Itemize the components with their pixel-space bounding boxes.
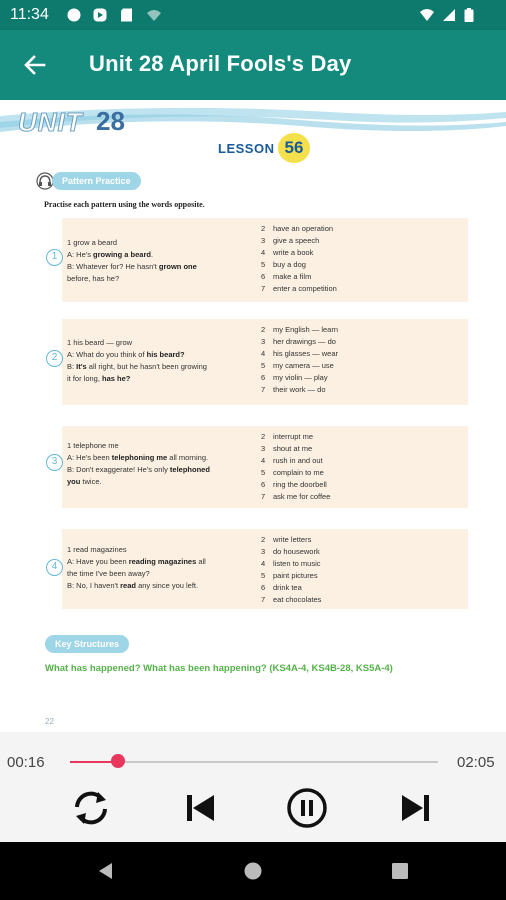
word-item: 7 enter a competition xyxy=(261,284,337,294)
exercise-word-list xyxy=(261,223,337,296)
seek-thumb[interactable] xyxy=(111,754,125,768)
word-item: 2 write letters xyxy=(261,535,312,544)
dialogue-line: you twice. xyxy=(67,477,102,486)
page-number: 22 xyxy=(45,717,54,726)
elapsed-time: 00:16 xyxy=(7,754,45,771)
word-item: 3 shout at me xyxy=(261,444,313,454)
word-item: 6 make a film xyxy=(261,272,312,282)
key-structures-text: What has happened? What has been happening? (KS4A-4, KS4B-28, KS5A-4) xyxy=(45,663,393,674)
pause-icon[interactable] xyxy=(285,786,329,830)
dialogue-line: 1 grow a beard xyxy=(67,238,118,247)
seek-bar[interactable] xyxy=(70,761,438,763)
word-item: 2 my English — learn xyxy=(261,325,339,334)
app-bar xyxy=(0,30,506,100)
duration-time: 02:05 xyxy=(457,754,495,771)
battery-icon xyxy=(464,8,474,22)
word-item: 7 eat chocolates xyxy=(261,595,322,605)
word-item: 4 his glasses — wear xyxy=(261,349,339,359)
dialogue-line: 1 his beard — grow xyxy=(67,338,133,347)
word-item: 3 do housework xyxy=(261,547,320,557)
nav-recents-icon[interactable] xyxy=(390,861,410,881)
instruction-text: Practise each pattern using the words opposite. xyxy=(44,200,205,209)
exercise-dialogue xyxy=(67,544,206,592)
repeat-icon[interactable] xyxy=(69,786,113,830)
nav-back-icon[interactable] xyxy=(96,861,116,881)
exercise-number: 2 xyxy=(46,350,63,367)
dialogue-line: before, has he? xyxy=(67,274,120,283)
signal-icon xyxy=(442,8,456,22)
word-item: 2 interrupt me xyxy=(261,432,314,441)
dialogue-line: 1 read magazines xyxy=(67,545,127,554)
word-item: 4 rush in and out xyxy=(261,456,323,466)
word-item: 4 listen to music xyxy=(261,559,321,569)
record-icon xyxy=(67,8,81,22)
dialogue-line: A: Have you been reading magazines all xyxy=(67,557,206,566)
page-title: Unit 28 April Fools's Day xyxy=(89,51,352,76)
word-item: 5 complain to me xyxy=(261,468,324,478)
play-store-icon xyxy=(93,8,107,22)
unit-number: 28 xyxy=(96,106,125,136)
dialogue-line: 1 telephone me xyxy=(67,441,119,450)
dialogue-line: A: What do you think of his beard? xyxy=(67,350,185,359)
exercise-dialogue xyxy=(67,237,197,285)
status-bar xyxy=(0,0,506,30)
wifi-off-icon xyxy=(147,8,161,22)
dialogue-line: B: Whatever for? He hasn't grown one xyxy=(67,262,197,271)
exercise-number: 1 xyxy=(46,249,63,266)
lesson-number-badge: 56 xyxy=(278,133,310,163)
next-icon[interactable] xyxy=(394,786,438,830)
word-item: 3 give a speech xyxy=(261,236,320,246)
wifi-icon xyxy=(420,8,434,22)
dialogue-line: A: He's been telephoning me all morning. xyxy=(67,453,209,462)
navigation-bar xyxy=(0,842,506,900)
dialogue-line: A: He's growing a beard. xyxy=(67,250,154,259)
unit-word: UNIT xyxy=(18,107,83,137)
back-arrow-icon[interactable] xyxy=(20,50,50,80)
word-item: 5 buy a dog xyxy=(261,260,306,270)
exercise-word-list xyxy=(261,431,330,504)
dialogue-line: B: No, I haven't read any since you left. xyxy=(67,581,199,590)
dialogue-line: B: It's all right, but he hasn't been growing xyxy=(67,362,207,371)
word-item: 2 have an operation xyxy=(261,224,334,233)
lesson-page xyxy=(0,100,506,732)
word-item: 3 her drawings — do xyxy=(261,337,336,347)
previous-icon[interactable] xyxy=(178,786,222,830)
exercise-number: 3 xyxy=(46,454,63,471)
word-item: 7 their work — do xyxy=(261,385,326,395)
exercise-number: 4 xyxy=(46,559,63,576)
dialogue-line: B: Don't exaggerate! He's only telephoned xyxy=(67,465,210,474)
exercise-dialogue xyxy=(67,440,210,488)
status-time: 11:34 xyxy=(10,6,49,23)
nav-home-icon[interactable] xyxy=(243,861,263,881)
exercise-dialogue xyxy=(67,337,207,385)
lesson-label: LESSON xyxy=(218,141,275,156)
word-item: 7 ask me for coffee xyxy=(261,492,331,502)
section-pill-key-structures: Key Structures xyxy=(45,635,129,653)
sd-card-icon xyxy=(120,8,134,22)
dialogue-line: the time I've been away? xyxy=(67,569,150,578)
word-item: 6 drink tea xyxy=(261,583,302,593)
word-item: 6 my violin — play xyxy=(261,373,328,383)
audio-player xyxy=(0,732,506,842)
word-item: 5 paint pictures xyxy=(261,571,318,581)
word-item: 4 write a book xyxy=(261,248,314,258)
exercise-word-list xyxy=(261,534,321,607)
word-item: 5 my camera — use xyxy=(261,361,334,371)
word-item: 6 ring the doorbell xyxy=(261,480,327,490)
dialogue-line: it for long, has he? xyxy=(67,374,131,383)
exercise-word-list xyxy=(261,324,338,397)
section-pill-pattern-practice: Pattern Practice xyxy=(52,172,141,190)
